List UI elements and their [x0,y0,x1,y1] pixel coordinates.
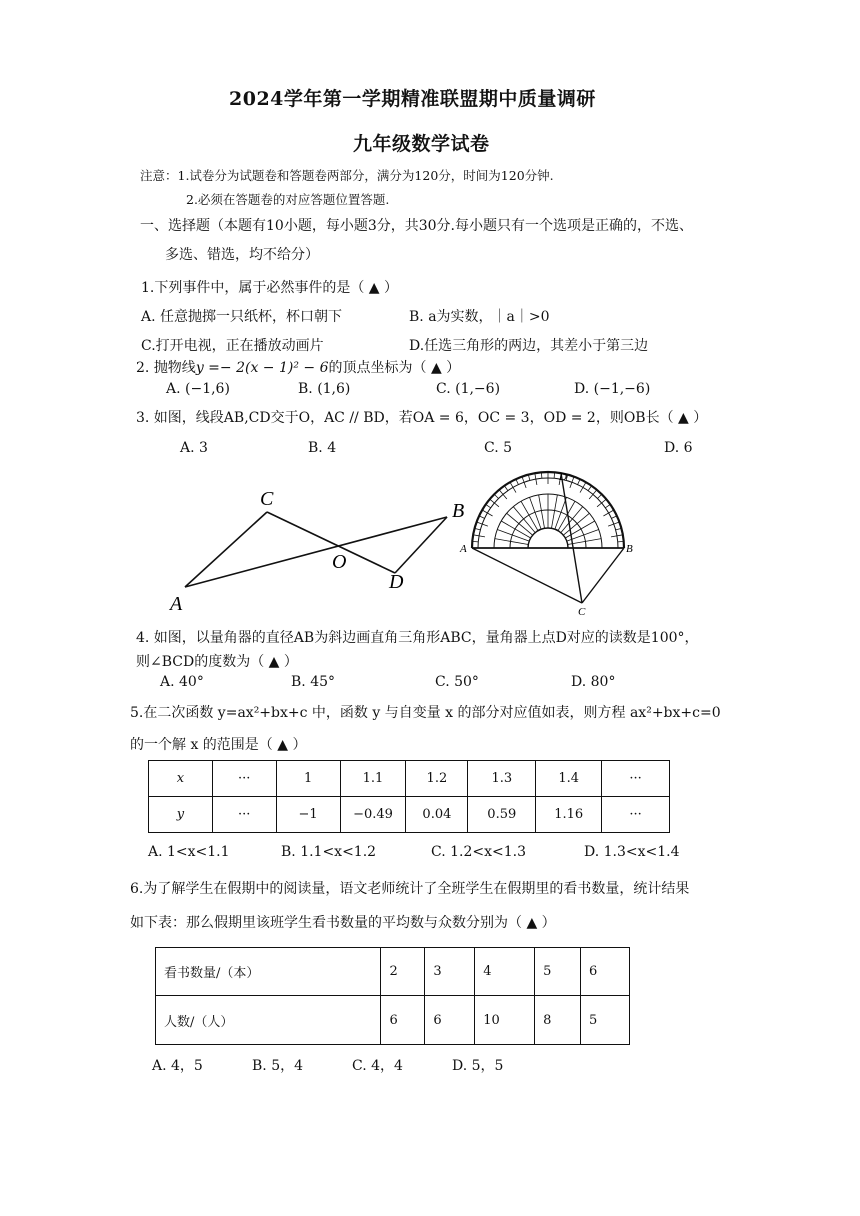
protractor-radial-line [539,495,545,528]
protractor-tick [486,504,491,507]
label-a: A [170,593,183,615]
q3-figure [160,480,480,615]
table-cell: ··· [212,797,276,833]
q4-option-b: B. 45° [291,674,336,690]
protractor-tick [490,499,499,507]
table-cell: x [149,761,213,797]
q4-stem-line-1: 4. 如图，以量角器的直径AB为斜边画直角三角形ABC，量角器上点D对应的读数是100°， [136,630,699,646]
protractor-tick [499,490,507,499]
protractor-tick [475,528,481,530]
table-cell: 5 [581,996,630,1045]
label-d: D [559,471,567,483]
table-cell: 10 [475,996,535,1045]
table-cell: 1.1 [340,761,406,797]
q2-option-d: D. (−1,−6) [574,381,651,397]
q2-number: 2. [136,360,150,376]
q3-option-b: B. 4 [308,440,337,456]
protractor-tick [494,494,498,498]
label-d: D [389,571,404,593]
exam-title: 2024学年第一学期精准联盟期中质量调研 [229,88,596,110]
protractor-tick [597,499,606,507]
table-cell: −0.49 [340,797,406,833]
q5-stem-line-1: 5.在二次函数 y=ax²+bx+c 中，函数 y 与自变量 x 的部分对应值如表，则方程 ax²+bx+c=0 [130,705,721,721]
q5-option-b: B. 1.1<x<1.2 [281,844,377,860]
notice-line-2: 2.必须在答题卷的对应答题位置答题. [186,192,390,207]
q6-stem-line-2: 如下表：那么假期里该班学生看书数量的平均数与众数分别为（ ▲ ） [130,915,556,931]
protractor-tick [589,490,597,499]
q2-option-c: C. (1,−6) [436,381,501,397]
q2-stem [136,357,460,377]
q2-option-b: B. (1,6) [298,381,351,397]
table-cell: y [149,797,213,833]
notice-line-1: 注意：1.试卷分为试题卷和答题卷两部分，满分为120分，时间为120分钟. [140,168,554,183]
protractor-tick [482,510,492,516]
q6-row-people [156,996,630,1045]
table-cell: 1.2 [406,761,468,797]
q2-stem-pre: 抛物线 [153,360,196,376]
table-cell: 3 [425,948,475,996]
table-cell: 0.04 [406,797,468,833]
protractor-tick [618,541,624,542]
table-cell: 看书数量/（本） [156,948,381,996]
label-a: A [460,543,467,555]
protractor-radial-line [551,495,557,528]
label-b: B [626,543,633,555]
q6-option-b: B. 5，4 [252,1058,304,1074]
section-heading-line-1: 一、选择题（本题有10小题，每小题3分，共30分.每小题只有一个选项是正确的，不选、 [140,218,693,234]
q4-option-a: A. 40° [160,674,204,690]
q6-option-a: A. 4，5 [152,1058,203,1074]
segment-bd [395,517,447,573]
q3-option-c: C. 5 [484,440,513,456]
table-cell: 6 [581,948,630,996]
table-cell: 2 [381,948,425,996]
table-cell: 6 [381,996,425,1045]
q2-option-a: A. (−1,6) [166,381,230,397]
label-b: B [452,500,465,522]
table-cell: ··· [602,797,670,833]
exam-subtitle: 九年级数学试卷 [353,133,490,155]
protractor-tick [603,510,613,516]
protractor-tick [605,504,610,507]
protractor-tick [616,528,622,530]
table-cell: ··· [212,761,276,797]
q1-option-c: C.打开电视，正在播放动画片 [141,338,324,354]
label-c: C [578,606,586,618]
segment-ac [472,548,582,603]
table-cell: ··· [602,761,670,797]
table-cell: 5 [535,948,581,996]
q5-stem-line-2: 的一个解 x 的范围是（ ▲ ） [130,737,307,753]
section-heading-line-2: 多选、错选，均不给分） [165,247,319,263]
segment-bc [582,548,624,603]
segment-cd [267,512,395,573]
q5-option-a: A. 1<x<1.1 [148,844,230,860]
q1-option-d: D.任选三角形的两边，其差小于第三边 [409,338,649,354]
segment-cd [561,473,582,603]
q3-option-a: A. 3 [180,440,208,456]
q5-option-c: C. 1.2<x<1.3 [431,844,526,860]
q3-option-d: D. 6 [664,440,693,456]
q6-option-c: C. 4，4 [352,1058,403,1074]
protractor-tick [541,472,542,478]
q3-stem: 3. 如图，线段AB,CD交于O，AC // BD，若OA = 6，OC = 3，OD = 2，则OB长（ ▲ ） [136,410,708,426]
q1-option-b: B. a为实数，｜a｜>0 [409,309,550,325]
protractor-tick [611,516,616,519]
table-cell: 1.16 [536,797,602,833]
table-cell: 4 [475,948,535,996]
q1-stem: 1.下列事件中，属于必然事件的是（ ▲ ） [141,280,399,296]
table-cell: 0.59 [468,797,536,833]
label-c: C [260,488,274,510]
q4-stem-line-2: 则∠BCD的度数为（ ▲ ） [136,654,298,670]
q5-option-d: D. 1.3<x<1.4 [584,844,680,860]
table-cell: 8 [535,996,581,1045]
q6-reading-table [155,947,630,1045]
table-cell: 1 [276,761,340,797]
protractor-tick [580,482,586,492]
protractor-tick [597,494,601,498]
protractor-tick [504,486,507,491]
q1-option-a: A. 任意抛掷一只纸杯，杯口朝下 [141,309,343,325]
q5-row-y [149,797,670,833]
q5-value-table [148,760,670,833]
label-o: O [332,551,347,573]
q2-stem-post: 的顶点坐标为（ ▲ ） [328,360,461,376]
protractor-tick [528,475,530,481]
protractor-tick [479,516,484,519]
q4-option-c: C. 50° [435,674,479,690]
table-cell: 6 [425,996,475,1045]
q4-option-d: D. 80° [571,674,616,690]
q2-formula: y =− 2(x − 1)² − 6 [195,360,329,376]
protractor-tick [510,482,516,492]
protractor-tick [588,486,591,491]
q6-stem-line-1: 6.为了解学生在假期中的阅读量，语文老师统计了全班学生在假期里的看书数量，统计结果 [130,881,690,897]
protractor-tick [472,541,478,542]
table-cell: 1.4 [536,761,602,797]
protractor-tick [554,472,555,478]
q6-option-d: D. 5，5 [452,1058,504,1074]
q4-figure [458,468,638,618]
table-cell: −1 [276,797,340,833]
q6-row-books [156,948,630,996]
protractor-radial-line [495,539,528,545]
protractor-tick [516,479,519,484]
table-cell: 1.3 [468,761,536,797]
q5-row-x [149,761,670,797]
table-cell: 人数/（人） [156,996,381,1045]
protractor-tick [578,479,581,484]
